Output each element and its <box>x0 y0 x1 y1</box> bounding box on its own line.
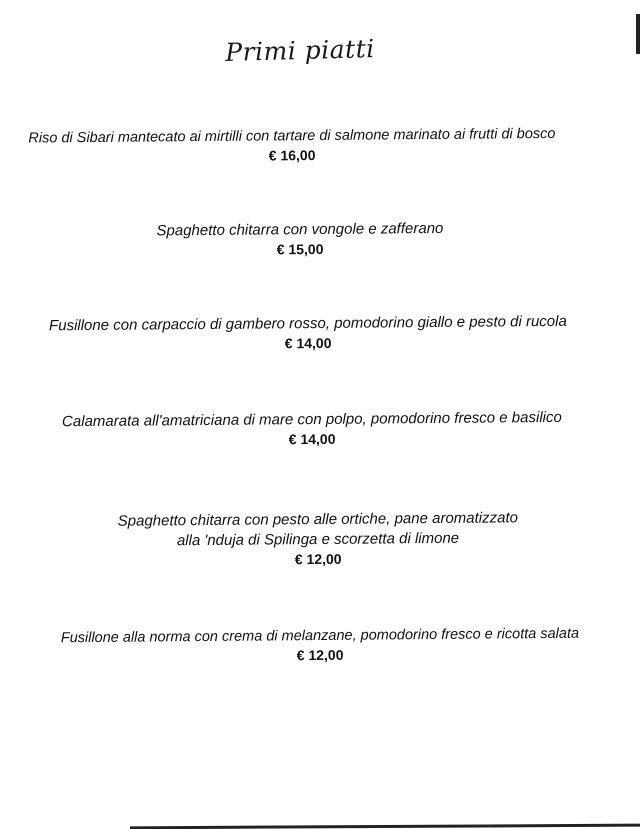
dish-name-line-2: alla 'nduja di Spilinga e scorzetta di limone <box>176 529 460 550</box>
dish-price: € 15,00 <box>276 240 324 258</box>
dish-name: Fusillone alla norma con crema di melanzane, pomodorino fresco e ricotta salata <box>60 625 580 647</box>
page-bottom-edge <box>130 824 640 829</box>
menu-item <box>0 507 638 571</box>
menu-item <box>0 407 632 451</box>
dish-price: € 14,00 <box>284 334 332 352</box>
dish-price: € 12,00 <box>294 550 342 568</box>
dish-price: € 12,00 <box>296 646 344 664</box>
menu-item <box>0 623 640 667</box>
dish-price: € 14,00 <box>288 430 336 448</box>
dish-name: Riso di Sibari mantecato ai mirtilli con tartare di salmone marinato ai frutti di bosco <box>28 125 556 147</box>
dish-name-line-1: Spaghetto chitarra con pesto alle ortiche, pane aromatizzato <box>117 509 519 530</box>
dish-name: Fusillone con carpaccio di gambero rosso, pomodorino giallo e pesto di rucola <box>48 312 567 335</box>
dish-name: Spaghetto chitarra con vongole e zafferano <box>156 219 444 240</box>
page-edge-shadow <box>636 14 640 54</box>
menu-item <box>0 311 628 355</box>
menu-item <box>0 123 612 167</box>
page-title: Primi piatti <box>224 34 376 67</box>
menu-item <box>0 217 620 261</box>
dish-name: Calamarata all'amatriciana di mare con polpo, pomodorino fresco e basilico <box>61 408 562 431</box>
dish-price: € 16,00 <box>268 147 316 164</box>
